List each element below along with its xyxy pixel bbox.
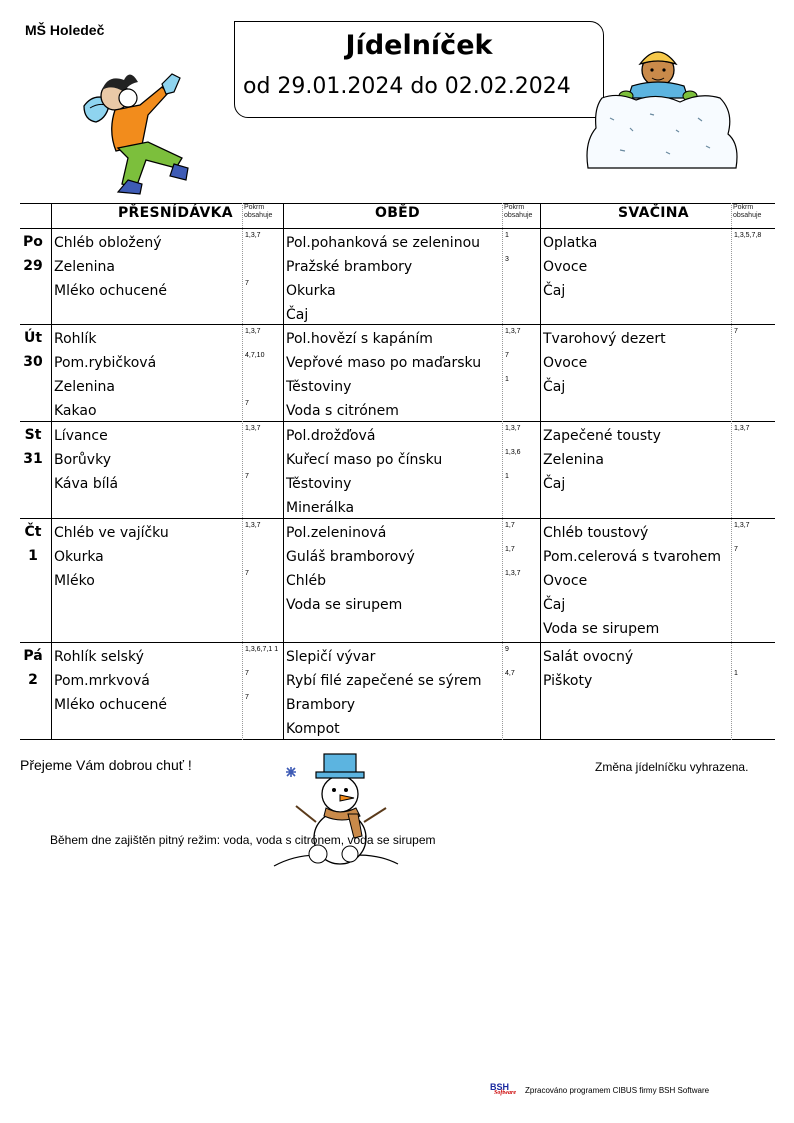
snack-item: Čaj — [543, 476, 566, 492]
lunch-item: Pražské brambory — [286, 259, 413, 275]
breakfast-allergens: 7 — [245, 400, 249, 407]
lunch-item: Těstoviny — [286, 379, 352, 395]
menu-table — [20, 203, 775, 739]
title-box — [234, 21, 604, 118]
breakfast-allergens: 4,7,10 — [245, 352, 265, 359]
lunch-allergens: 3 — [505, 256, 509, 263]
snack-allergens: 1,3,5,7,8 — [734, 232, 762, 239]
lunch-allergens: 9 — [505, 646, 509, 653]
day-abbr: Út — [23, 330, 43, 346]
snack-item: Čaj — [543, 379, 566, 395]
snack-item: Salát ovocný — [543, 649, 634, 665]
day-label — [22, 520, 44, 568]
bsh-logo: BSH Software — [490, 1082, 517, 1096]
breakfast-item: Zelenina — [54, 259, 115, 275]
lunch-allergens: 1,7 — [505, 546, 515, 553]
lunch-allergens: 7 — [505, 352, 509, 359]
breakfast-item: Lívance — [54, 428, 108, 444]
period-dates: od 29.01.2024 do 02.02.2024 — [243, 74, 571, 99]
breakfast-allergens: 1,3,7 — [245, 522, 261, 529]
lunch-allergens: 1 — [505, 473, 509, 480]
snack-item: Čaj — [543, 597, 566, 613]
lunch-item: Kuřecí maso po čínsku — [286, 452, 443, 468]
snack-item: Pom.celerová s tvarohem — [543, 549, 721, 565]
lunch-item: Slepičí vývar — [286, 649, 376, 665]
lunch-allergens: 1 — [505, 376, 509, 383]
breakfast-item: Chléb obložený — [54, 235, 162, 251]
day-label — [22, 423, 44, 471]
breakfast-allergens: 7 — [245, 280, 249, 287]
snack-allergens: 1,3,7 — [734, 522, 750, 529]
breakfast-item: Mléko ochucené — [54, 283, 168, 299]
child-snowball-illustration — [70, 68, 200, 198]
day-label — [22, 326, 44, 374]
lunch-item: Minerálka — [286, 500, 355, 516]
snow-wall-illustration — [580, 38, 740, 178]
breakfast-allergens: 7 — [245, 694, 249, 701]
lunch-item: Okurka — [286, 283, 336, 299]
lunch-item: Pol.hovězí s kapáním — [286, 331, 433, 347]
lunch-item: Kompot — [286, 721, 340, 737]
snack-item: Chléb toustový — [543, 525, 649, 541]
snack-item: Ovoce — [543, 259, 588, 275]
snowman-illustration — [270, 742, 400, 870]
day-label — [22, 644, 44, 692]
day-abbr: St — [24, 427, 42, 443]
day-abbr: Čt — [24, 524, 42, 540]
lunch-item: Guláš bramborový — [286, 549, 415, 565]
lunch-item: Čaj — [286, 307, 309, 323]
page-title: Jídelníček — [345, 30, 493, 61]
breakfast-allergens: 7 — [245, 670, 249, 677]
allergen-header-lunch: Pokrm obsahuje — [504, 204, 533, 219]
breakfast-item: Okurka — [54, 549, 104, 565]
snack-item: Oplatka — [543, 235, 598, 251]
snack-item: Piškoty — [543, 673, 593, 689]
header-lunch: OBĚD — [375, 205, 420, 221]
lunch-item: Pol.pohanková se zeleninou — [286, 235, 481, 251]
day-label — [22, 230, 44, 278]
breakfast-item: Káva bílá — [54, 476, 119, 492]
breakfast-item: Pom.mrkvová — [54, 673, 150, 689]
day-number: 30 — [23, 354, 43, 370]
lunch-item: Chléb — [286, 573, 327, 589]
allergen-header-breakfast: Pokrm obsahuje — [244, 204, 273, 219]
breakfast-item: Mléko — [54, 573, 95, 589]
lunch-item: Rybí filé zapečené se sýrem — [286, 673, 482, 689]
lunch-allergens: 1,3,7 — [505, 328, 521, 335]
breakfast-allergens: 1,3,7 — [245, 328, 261, 335]
snack-item: Zelenina — [543, 452, 604, 468]
breakfast-item: Zelenina — [54, 379, 115, 395]
change-note: Změna jídelníčku vyhrazena. — [595, 760, 749, 774]
breakfast-allergens: 7 — [245, 473, 249, 480]
breakfast-item: Rohlík selský — [54, 649, 144, 665]
breakfast-item: Rohlík — [54, 331, 97, 347]
breakfast-item: Chléb ve vajíčku — [54, 525, 169, 541]
day-number: 29 — [23, 258, 43, 274]
breakfast-allergens: 1,3,7 — [245, 425, 261, 432]
header-breakfast: PŘESNÍDÁVKA — [118, 205, 233, 221]
breakfast-allergens: 1,3,6,7,1 1 — [245, 646, 279, 653]
footer-credit: Zpracováno programem CIBUS firmy BSH Software — [525, 1086, 710, 1095]
lunch-allergens: 4,7 — [505, 670, 515, 677]
lunch-item: Pol.zeleninová — [286, 525, 387, 541]
lunch-allergens: 1,3,7 — [505, 570, 521, 577]
lunch-item: Brambory — [286, 697, 356, 713]
snack-item: Ovoce — [543, 573, 588, 589]
snack-allergens: 7 — [734, 546, 738, 553]
breakfast-item: Borůvky — [54, 452, 111, 468]
lunch-allergens: 1,3,7 — [505, 425, 521, 432]
breakfast-item: Kakao — [54, 403, 97, 419]
lunch-allergens: 1,7 — [505, 522, 515, 529]
day-number: 1 — [28, 548, 38, 564]
lunch-allergens: 1 — [505, 232, 509, 239]
drinking-regime-note: Během dne zajištěn pitný režim: voda, voda s citrónem, voda se sirupem — [50, 833, 436, 847]
day-number: 31 — [23, 451, 43, 467]
snack-item: Ovoce — [543, 355, 588, 371]
lunch-item: Těstoviny — [286, 476, 352, 492]
day-number: 2 — [28, 672, 38, 688]
snack-allergens: 1,3,7 — [734, 425, 750, 432]
day-abbr: Pá — [23, 648, 43, 664]
lunch-item: Pol.drožďová — [286, 428, 376, 444]
snack-allergens: 7 — [734, 328, 738, 335]
day-abbr: Po — [23, 234, 43, 250]
snack-allergens: 1 — [734, 670, 738, 677]
header-snack: SVAČINA — [618, 205, 689, 221]
allergen-header-snack: Pokrm obsahuje — [733, 204, 762, 219]
breakfast-allergens: 1,3,7 — [245, 232, 261, 239]
breakfast-allergens: 7 — [245, 570, 249, 577]
snack-item: Zapečené tousty — [543, 428, 661, 444]
lunch-allergens: 1,3,6 — [505, 449, 521, 456]
lunch-item: Voda se sirupem — [286, 597, 403, 613]
wish-text: Přejeme Vám dobrou chuť ! — [20, 757, 192, 773]
school-name: MŠ Holedeč — [25, 22, 105, 38]
lunch-item: Voda s citrónem — [286, 403, 399, 419]
breakfast-item: Pom.rybičková — [54, 355, 157, 371]
snack-item: Čaj — [543, 283, 566, 299]
snack-item: Voda se sirupem — [543, 621, 660, 637]
lunch-item: Vepřové maso po maďarsku — [286, 355, 482, 371]
breakfast-item: Mléko ochucené — [54, 697, 168, 713]
snack-item: Tvarohový dezert — [543, 331, 666, 347]
